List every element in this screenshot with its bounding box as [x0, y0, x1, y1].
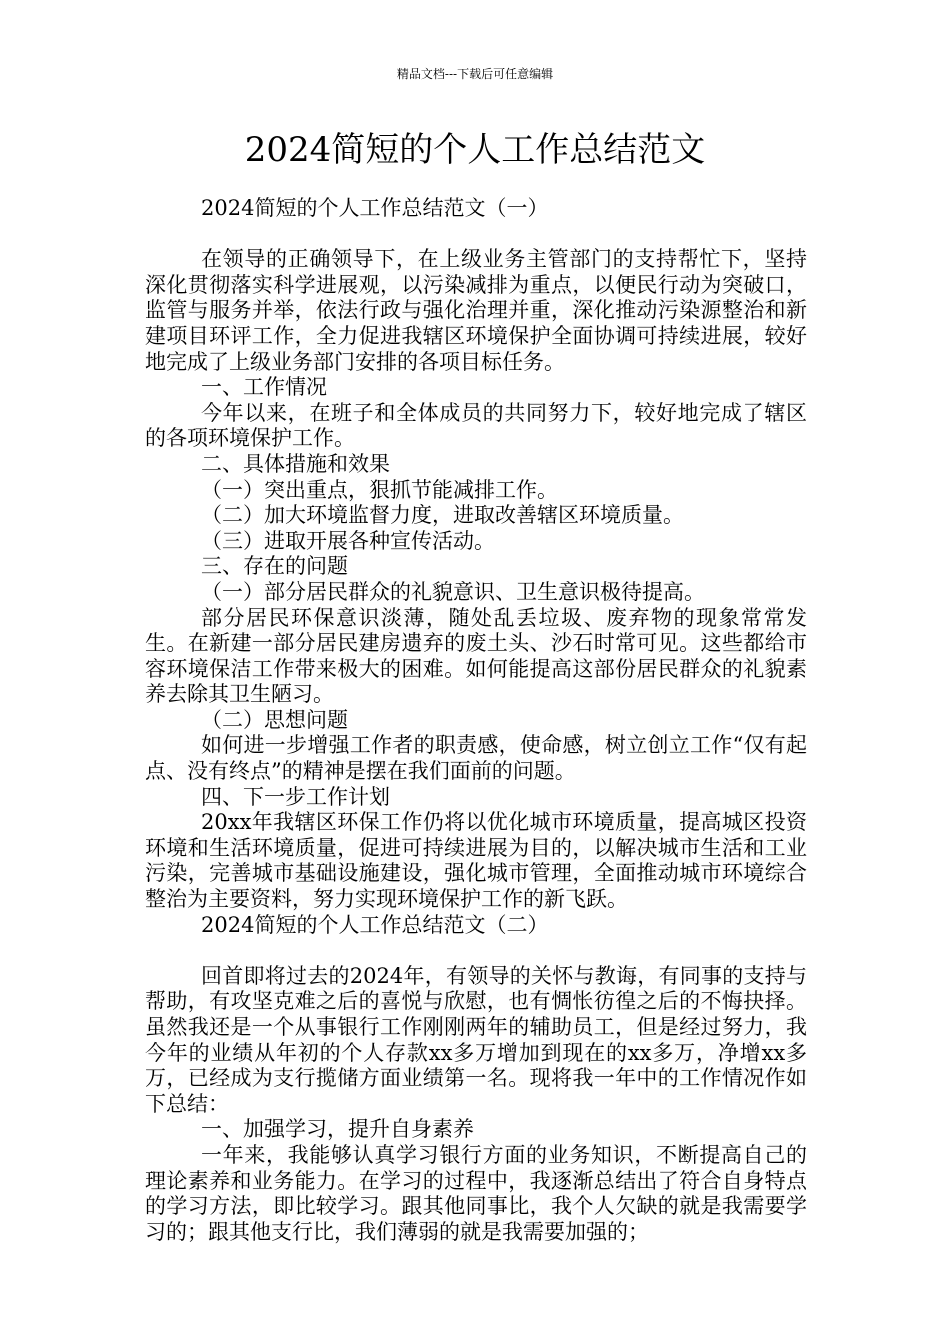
measure-item-2: （二）加大环境监督力度，进取改善辖区环境质量。: [201, 503, 684, 528]
measure-item-3: （三）进取开展各种宣传活动。: [201, 528, 495, 553]
paragraph-work-status: 今年以来，在班子和全体成员的共同努力下，较好地完成了辖区的各项环境保护工作。: [145, 400, 807, 451]
heading-study: 一、加强学习，提升自身素养: [201, 1117, 474, 1142]
section-heading-1: 2024简短的个人工作总结范文（一）: [201, 196, 549, 220]
heading-next-plan: 四、下一步工作计划: [201, 784, 390, 809]
problem-item-1: （一）部分居民群众的礼貌意识、卫生意识极待提高。: [201, 579, 705, 604]
measure-item-1: （一）突出重点，狠抓节能减排工作。: [201, 477, 558, 502]
paragraph-study: 一年来，我能够认真学习银行方面的业务知识，不断提高自己的理论素养和业务能力。在学习的过程中，我逐渐总结出了符合自身特点的学习方法，即比较学习。跟其他同事比，我个人欠缺的就是我需要学习的；跟其他支行比，我们薄弱的就是我需要加强的；: [145, 1142, 807, 1244]
heading-problems: 三、存在的问题: [201, 554, 348, 579]
paragraph-problem-detail: 部分居民环保意识淡薄，随处乱丢垃圾、废弃物的现象常常发生。在新建一部分居民建房遗弃的废土头、沙石时常可见。这些都给市容环境保洁工作带来极大的困难。如何能提高这部份居民群众的礼貌素养去除其卫生陋习。: [145, 605, 807, 707]
heading-measures: 二、具体措施和效果: [201, 451, 390, 476]
problem-item-2: （二）思想问题: [201, 707, 348, 732]
paragraph-review: 回首即将过去的2024年，有领导的关怀与教诲，有同事的支持与帮助，有攻坚克难之后的喜悦与欣慰，也有惆怅彷徨之后的不悔抉择。虽然我还是一个从事银行工作刚刚两年的辅助员工，但是经过努力，我今年的业绩从年初的个人存款xx多万增加到现在的xx多万，净增xx多万，已经成为支行揽储方面业绩第一名。现将我一年中的工作情况作如下总结：: [145, 963, 807, 1116]
section-heading-2: 2024简短的个人工作总结范文（二）: [201, 912, 549, 937]
document-title: 2024简短的个人工作总结范文: [244, 130, 706, 170]
paragraph-next-plan: 20xx年我辖区环保工作仍将以优化城市环境质量，提高城区投资环境和生活环境质量，促进可持续进展为目的，以解决城市生活和工业污染，完善城市基础设施建设，强化城市管理，全面推动城市环境综合整治为主要资料，努力实现环境保护工作的新飞跃。: [145, 810, 807, 912]
paragraph-thought-problem: 如何进一步增强工作者的职责感，使命感，树立创立工作“仅有起点、没有终点”的精神是摆在我们面前的问题。: [145, 733, 807, 784]
header-note: 精品文档---下载后可任意编辑: [396, 67, 554, 81]
document-body: [145, 196, 807, 1245]
blank-line: [145, 222, 807, 248]
heading-work-status: 一、工作情况: [201, 375, 327, 400]
paragraph-intro: 在领导的正确领导下，在上级业务主管部门的支持帮忙下，坚持深化贯彻落实科学进展观，以污染减排为重点，以便民行动为突破口，监管与服务并举，依法行政与强化治理并重，深化推动污染源整治和新建项目环评工作，全力促进我辖区环境保护全面协调可持续进展，较好地完成了上级业务部门安排的各项目标任务。: [145, 247, 807, 374]
blank-line: [145, 938, 807, 964]
